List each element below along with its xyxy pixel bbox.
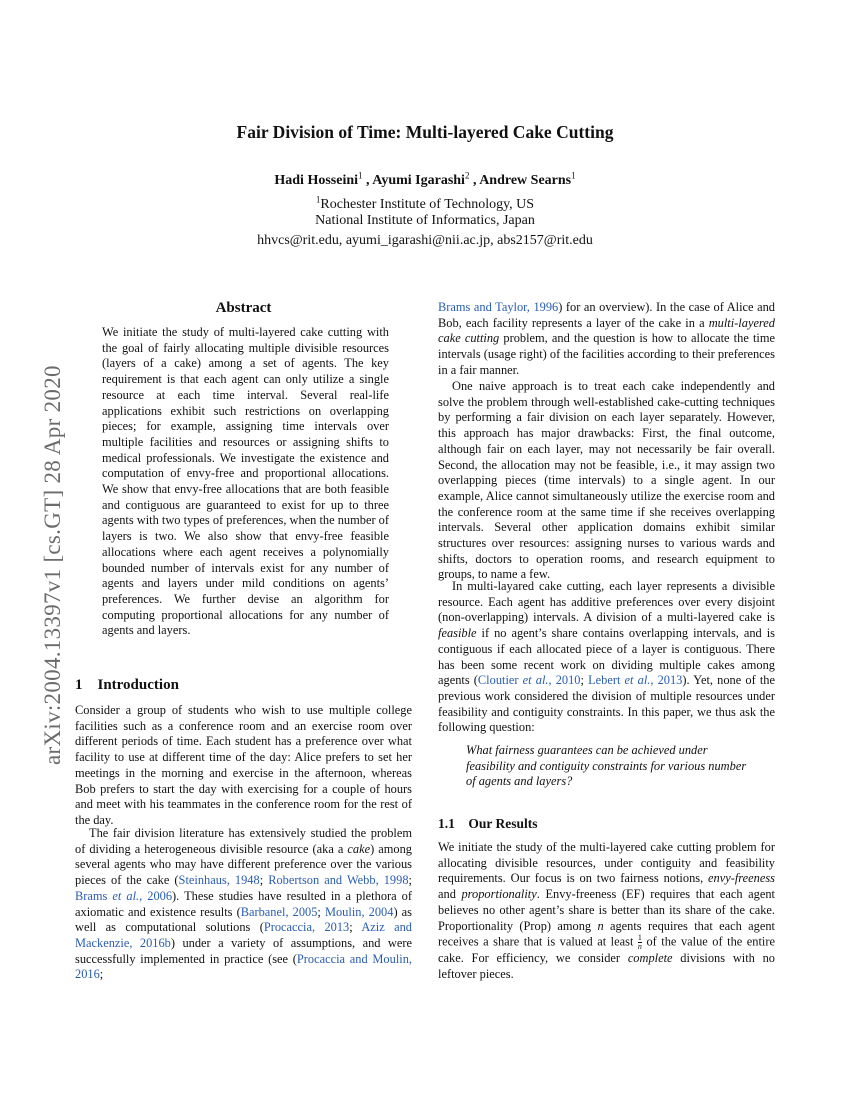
right-paragraph-2: One naive approach is to treat each cake independently and solve the problem through well-established cake-cutting techniques by performing a fair division on each layer separately. However, this approach has major drawbacks: First, the final outcome, although fair on each layer, may not necessarily be fair overall. Second, the allocation may not be feasible, i.e., it may assign two overlapping pieces (time intervals) to a single agent. In our example, Alice cannot simultaneously utilize the exercise room and the conference room at the same time if she receives overlapping intervals. Several other application domains exhibit similar structures over resources: assigning nurses to various wards and shifts, doctors to operation rooms, and research equipment to groups, to name a few. [438, 379, 775, 582]
citation-etal: et al. [624, 673, 651, 688]
text-run: and [438, 887, 462, 902]
intro-paragraph-1: Consider a group of students who wish to use multiple college facilities such as a conference room and an exercise room over different periods of time. Each student has a preference over what facility to use at different time of the day: Alice prefers to set her meetings in the morning and exercise in the afternoon, whereas Bob prefers to start the day with exercising for a couple of hours and meet with his teammates in the conference room for the rest of the day. [75, 703, 412, 827]
citation-text: , 2013 [650, 673, 683, 688]
emphasis: complete [627, 951, 673, 966]
text-run: We initiate the study of the multi-layered cake cutting problem for allocating divisible resources, under contiguity and feasibility requirements. Our focus is on two fairness notions, [438, 840, 775, 886]
text-run: agents requires that each agent receives a share that is valued at least [438, 918, 775, 949]
author-name: Ayumi Igarashi [372, 173, 465, 188]
author-separator: , [469, 173, 480, 188]
results-paragraph [438, 840, 775, 983]
section-number: 1 [75, 677, 83, 693]
author-emails: hhvcs@rit.edu, ayumi_igarashi@nii.ac.jp, abs2157@rit.edu [257, 233, 593, 248]
affiliation-2: National Institute of Informatics, Japan [315, 213, 535, 228]
citation-text: Brams [75, 888, 113, 903]
arxiv-identifier: arXiv:2004.13397v1 [cs.GT] 28 Apr 2020 [40, 365, 65, 765]
citation-text: Lebert [588, 673, 625, 688]
citation-link[interactable]: Aziz and Mackenzie, 2016b [75, 920, 412, 950]
right-paragraph-3 [438, 579, 775, 736]
right-paragraph-1 [438, 300, 775, 379]
text-run: ). These studies have resulted in a plethora of axiomatic and existence results ( [75, 888, 412, 919]
affiliation-1 [0, 194, 850, 213]
research-question-quote: What fairness guarantees can be achieved under feasibility and contiguity constraints for various number of agents and layers? [466, 743, 747, 789]
citation-link[interactable] [588, 673, 682, 687]
text-run: divisions with no leftover pieces. [438, 951, 775, 981]
citation-link[interactable]: Barbanel, 2005 [240, 904, 318, 919]
separator: ; [580, 673, 589, 688]
text-run: The fair division literature has extensively studied the problem of dividing a heterogeneous divisible resource (aka a [75, 826, 412, 856]
fraction-denominator: n [637, 942, 642, 952]
citation-link[interactable]: Moulin, 2004 [324, 904, 394, 919]
citation-text: Cloutier [477, 673, 523, 688]
author-affiliation-mark: 1 [358, 170, 363, 181]
separator: ; [408, 873, 412, 888]
text-run: ). Yet, none of the previous work considered the division of multiple resources under feasibility and contiguity constraints. In this paper, we thus ask the following question: [438, 673, 775, 735]
citation-link[interactable]: Procaccia and Moulin, 2016 [75, 951, 413, 982]
separator: ; [349, 920, 362, 935]
citation-etal: et al. [522, 673, 549, 688]
author-name: Hadi Hosseini [274, 173, 359, 188]
section-title: Introduction [97, 677, 179, 693]
citation-link[interactable]: Robertson and Webb, 1998 [268, 873, 409, 888]
text-run: ) under a variety of assumptions, and were successfully implemented in practice (see ( [75, 935, 412, 966]
text-run: ) among several agents who may have different preference over the various pieces of the cake ( [75, 841, 412, 888]
subsection-heading-our-results [438, 816, 538, 832]
section-heading-introduction [75, 677, 179, 694]
citation-etal: et al. [112, 888, 140, 903]
abstract-text: We initiate the study of multi-layered cake cutting with the goal of fairly allocating multiple divisible resources (layers of a cake) among a set of agents. The key requirement is that each agent can only utilize a single resource at each time interval. Several real-life applications exhibit such restrictions on overlapping pieces; for example, assigning time intervals over multiple facilities and resources or assigning shifts to medical professionals. We investigate the existence and computation of envy-free and proportional allocations. We show that envy-free allocations that are both feasible and contiguous are guaranteed to exist for up to three agents with two types of preferences, when the number of layers is two. We also show that envy-free feasible allocations where each agent receives a polynomially bounded number of intervals exist for any number of agents and layers under mild conditions on agents’ preferences. We further devise an algorithm for computing proportional allocations for any number of agents and layers. [102, 325, 389, 638]
emphasis: envy-freeness [708, 871, 775, 886]
text-run: ) as well as computational solutions ( [75, 904, 412, 935]
affiliation-mark: 1 [315, 194, 321, 205]
emphasis: proportionality [461, 887, 537, 902]
citation-link[interactable] [478, 673, 581, 687]
citation-link[interactable] [75, 889, 172, 903]
citation-link[interactable]: Procaccia, 2013 [263, 920, 350, 935]
text-run: if no agent’s share contains overlapping intervals, and is contiguous if each allocated piece of a layer is contiguous. There has been some recent work on dividing multiple cakes among agents ( [438, 626, 775, 688]
author-affiliation-mark: 1 [571, 170, 576, 181]
emphasis: cake [347, 841, 371, 856]
author-separator: , [362, 173, 373, 188]
text-run: of the value of the entire cake. For efficiency, we consider [438, 934, 776, 966]
citation-link[interactable]: Steinhaus, 1948 [178, 873, 260, 888]
citation-text: , 2010 [548, 673, 581, 688]
author-name: Andrew Searns [479, 173, 572, 188]
text-run: problem, and the question is how to allocate the time intervals (usage right) of the facilities according to their preferences in a fair manner. [438, 331, 775, 377]
math-variable: n [597, 918, 604, 933]
citation-text: , 2006 [139, 888, 173, 903]
citation-link[interactable]: Brams and Taylor, 1996 [438, 300, 559, 314]
emphasis: feasible [438, 626, 477, 641]
text-run: In multi-layared cake cutting, each layer represents a divisible resource. Each agent has additive preferences over every disjoint (non-overlapping) intervals. A division of a multi-layered cake is [438, 579, 775, 625]
author-affiliation-mark: 2 [464, 170, 470, 181]
subsection-title: Our Results [468, 816, 538, 831]
text-run: . Envy-freeness (EF) requires that each agent believes no other agent’s share is better than its share of the cake. Proportionality (Prop) among [438, 887, 775, 933]
separator: ; [317, 904, 325, 919]
author-list [0, 170, 850, 189]
abstract-heading: Abstract [215, 300, 272, 316]
paper-title: Fair Division of Time: Multi-layered Cake Cutting [236, 122, 614, 142]
text-run: ) for an overview). In the case of Alice and Bob, each facility represents a layer of the cake in a [438, 300, 775, 330]
separator: ; [259, 873, 269, 888]
fraction-numerator: 1 [637, 933, 642, 943]
emphasis: multi-layered cake cutting [438, 315, 775, 346]
intro-paragraph-2 [75, 826, 412, 983]
separator: ; [99, 967, 104, 982]
subsection-number: 1.1 [438, 816, 455, 831]
affiliation-text: Rochester Institute of Technology, US [320, 197, 535, 212]
